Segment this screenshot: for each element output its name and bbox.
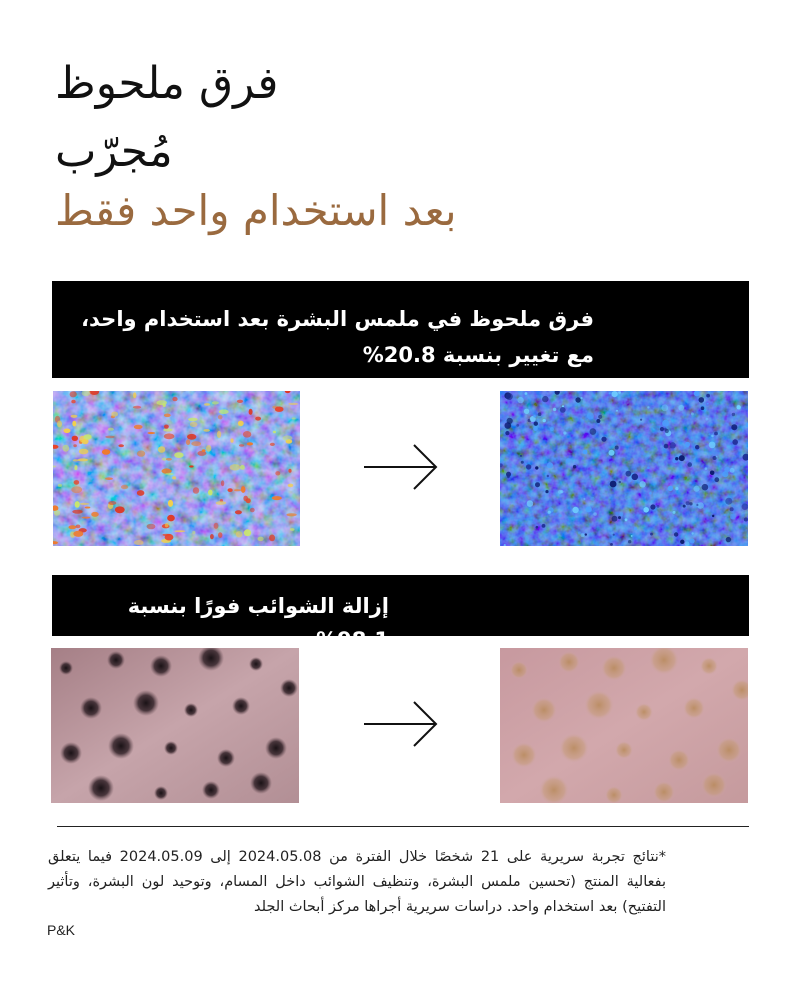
impurities-result-banner: إزالة الشوائب فورًا بنسبة 98.1% xyxy=(52,575,749,636)
headline-line-3: بعد استخدام واحد فقط xyxy=(55,186,457,235)
pores-before-image xyxy=(51,648,299,803)
headline-line-2: مُجرّب xyxy=(55,126,173,177)
pores-after-image xyxy=(500,648,748,803)
arrow-right-icon xyxy=(362,694,442,754)
arrow-right-icon xyxy=(362,437,442,497)
texture-before-image xyxy=(53,391,300,546)
footnote-divider xyxy=(57,826,749,827)
brand-label: P&K xyxy=(47,922,76,938)
clinical-footnote: *نتائج تجربة سريرية على 21 شخصًا خلال الفترة من 2024.05.08 إلى 2024.05.09 فيما يتعلق بفعالية المنتج (تحسين ملمس البشرة، وتنظيف الشوائب داخل المسام، وتوحيد لون البشرة، وتأثير التفتيح) بعد استخدام واحد. دراسات سريرية أجراها مركز أبحاث الجلد xyxy=(48,849,666,915)
headline-line-1: فرق ملحوظ xyxy=(55,58,279,109)
texture-after-image xyxy=(500,391,748,546)
texture-result-banner: فرق ملحوظ في ملمس البشرة بعد استخدام واحد، مع تغيير بنسبة 20.8% xyxy=(52,281,749,378)
